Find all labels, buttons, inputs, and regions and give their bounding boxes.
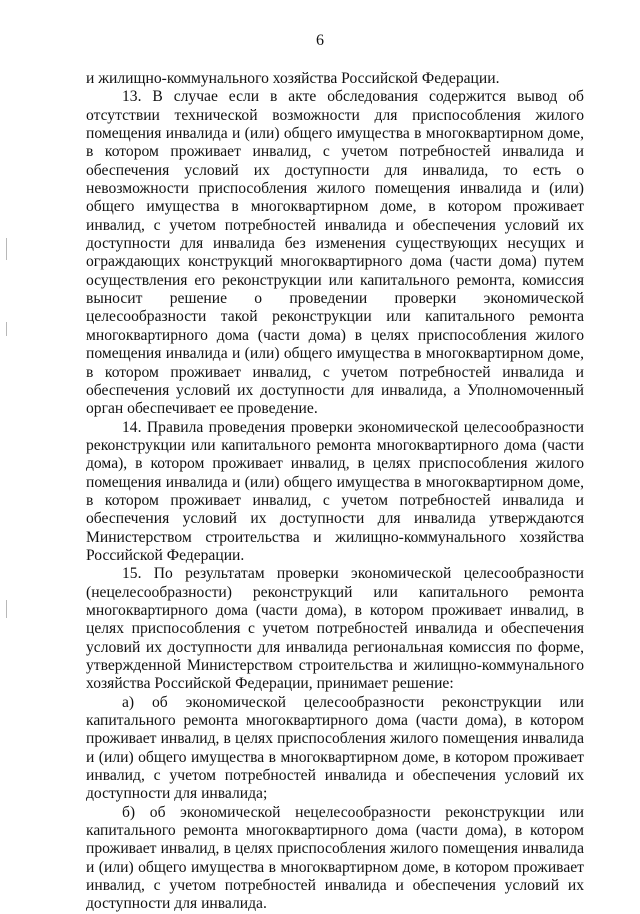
document-body xyxy=(86,70,584,914)
paragraph-15-item-a: а) об экономической целесообразности реконструкции или капитального ремонта многоквартирного дома (части дома), в котором проживает инвалид, в целях приспособления жилого помещения инвалида и (или) общего имущества в многоквартирном доме, в котором проживает инвалид, с учетом потребностей инвалида и обеспечения условий их доступности для инвалида; xyxy=(86,693,584,803)
scan-edge-mark xyxy=(6,322,7,336)
paragraph-15: 15. По результатам проверки экономической целесообразности (нецелесообразности) реконструкций или капитального ремонта многоквартирного дома (части дома), в котором проживает инвалид, в целях приспособления с учетом потребностей инвалида и обеспечения условий их доступности для инвалида региональная комиссия по форме, утвержденной Министерством строительства и жилищно-коммунального хозяйства Российской Федерации, принимает решение: xyxy=(86,565,584,693)
scan-edge-mark xyxy=(6,238,7,260)
paragraph-15-item-b: б) об экономической нецелесообразности реконструкции или капитального ремонта многоквартирного дома (части дома), в котором проживает инвалид, в целях приспособления жилого помещения инвалида и (или) общего имущества в многоквартирном доме, в котором проживает инвалид, с учетом потребностей инвалида и обеспечения условий их доступности для инвалида. xyxy=(86,803,584,913)
page-number: 6 xyxy=(316,32,324,49)
scan-edge-mark xyxy=(6,600,7,618)
paragraph-13: 13. В случае если в акте обследования содержится вывод об отсутствии технической возможности для приспособления жилого помещения инвалида и (или) общего имущества в многоквартирном доме, в котором проживает инвалид, с учетом потребностей инвалида и обеспечения условий их доступности для инвалида, то есть о невозможности приспособления жилого помещения инвалида и (или) общего имущества в многоквартирном доме, в котором проживает инвалид, с учетом потребностей инвалида и обеспечения условий их доступности для инвалида без изменения существующих несущих и ограждающих конструкций многоквартирного дома (части дома) путем осуществления его реконструкции или капитального ремонта, комиссия выносит решение о проведении проверки экономической целесообразности такой реконструкции или капитального ремонта многоквартирного дома (части дома) в целях приспособления жилого помещения инвалида и (или) общего имущества в многоквартирном доме, в котором проживает инвалид, с учетом потребностей инвалида и обеспечения условий их доступности для инвалида, а Уполномоченный орган обеспечивает ее проведение. xyxy=(86,88,584,418)
paragraph-14: 14. Правила проведения проверки экономической целесообразности реконструкции или капитального ремонта многоквартирного дома (части дома), в котором проживает инвалид, в целях приспособления жилого помещения инвалида и (или) общего имущества в многоквартирном доме, в котором проживает инвалид, с учетом потребностей инвалида и обеспечения условий их доступности для инвалида утверждаются Министерством строительства и жилищно-коммунального хозяйства Российской Федерации. xyxy=(86,418,584,564)
paragraph-continuation: и жилищно-коммунального хозяйства Российской Федерации. xyxy=(86,70,500,87)
